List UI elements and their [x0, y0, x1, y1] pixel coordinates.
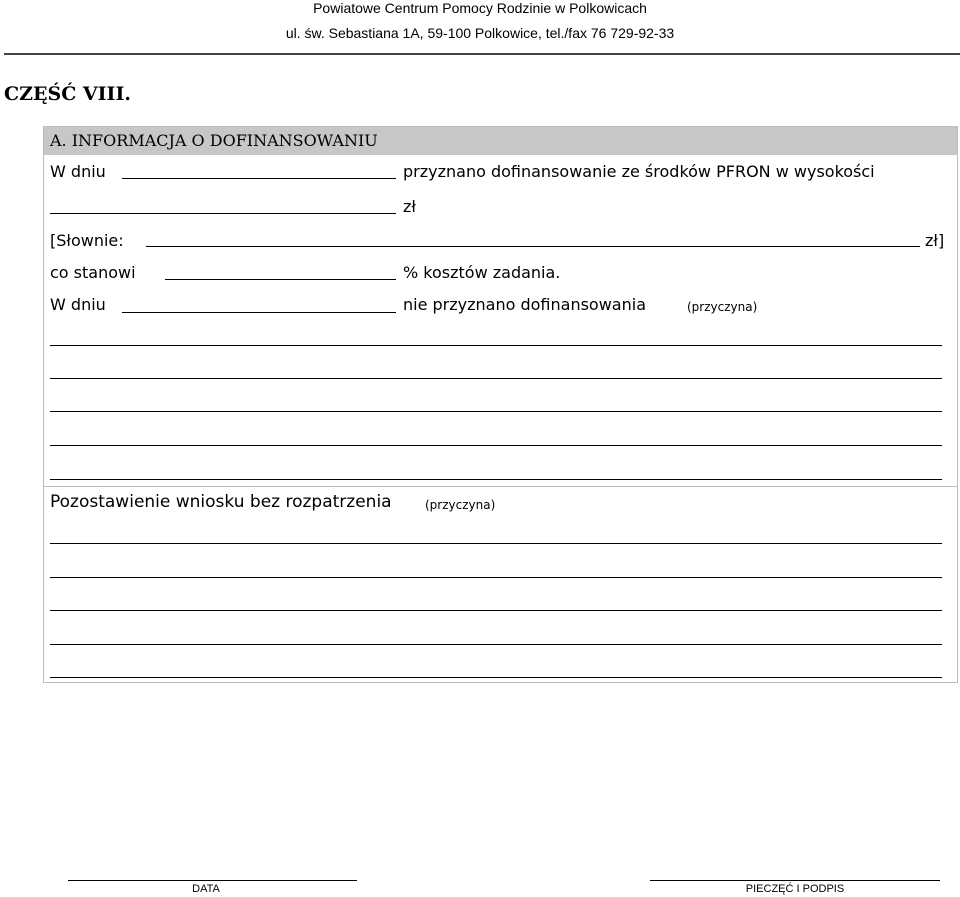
dismissal-title: Pozostawienie wniosku bez rozpatrzenia [50, 492, 392, 512]
header-divider [4, 53, 960, 55]
dismissal-reason-line[interactable] [50, 610, 942, 611]
part-title: CZĘŚĆ VIII. [4, 83, 131, 105]
section-divider [44, 486, 957, 487]
grant-text: przyznano dofinansowanie ze środków PFRON w wysokości [403, 162, 875, 181]
grant-date-field[interactable] [122, 178, 396, 179]
section-a-title: A. INFORMACJA O DOFINANSOWANIU [50, 131, 378, 150]
refusal-reason-line[interactable] [50, 378, 942, 379]
percentage-label: co stanowi [50, 263, 136, 282]
section-a-header [44, 127, 957, 155]
percentage-text: % kosztów zadania. [403, 263, 561, 282]
dismissal-note: (przyczyna) [425, 498, 496, 512]
date-label: DATA [192, 883, 220, 895]
stamp-signature-line[interactable] [650, 880, 940, 881]
org-name: Powiatowe Centrum Pomocy Rodzinie w Polkowicach [313, 0, 647, 16]
refusal-reason-line[interactable] [50, 345, 942, 346]
org-address: ul. św. Sebastiana 1A, 59-100 Polkowice, tel./fax 76 729-92-33 [285, 25, 675, 41]
refusal-text: nie przyznano dofinansowania [403, 295, 646, 314]
grant-amount-unit: zł [403, 197, 416, 216]
refusal-reason-line[interactable] [50, 479, 942, 480]
amount-in-words-label: [Słownie: [50, 231, 124, 250]
stamp-signature-label: PIECZĘĆ I PODPIS [745, 883, 845, 895]
dismissal-reason-line[interactable] [50, 644, 942, 645]
dismissal-reason-line[interactable] [50, 577, 942, 578]
dismissal-reason-line[interactable] [50, 677, 942, 678]
refusal-reason-line[interactable] [50, 445, 942, 446]
date-signature-line[interactable] [68, 880, 357, 881]
grant-date-label: W dniu [50, 162, 106, 181]
amount-in-words-unit: zł] [925, 231, 945, 250]
amount-in-words-field[interactable] [146, 246, 920, 247]
form-section-box [43, 126, 958, 683]
refusal-date-field[interactable] [122, 312, 396, 313]
refusal-date-label: W dniu [50, 295, 106, 314]
refusal-reason-line[interactable] [50, 411, 942, 412]
dismissal-reason-line[interactable] [50, 543, 942, 544]
refusal-note: (przyczyna) [687, 300, 758, 314]
percentage-field[interactable] [165, 279, 396, 280]
grant-amount-field[interactable] [50, 213, 396, 214]
